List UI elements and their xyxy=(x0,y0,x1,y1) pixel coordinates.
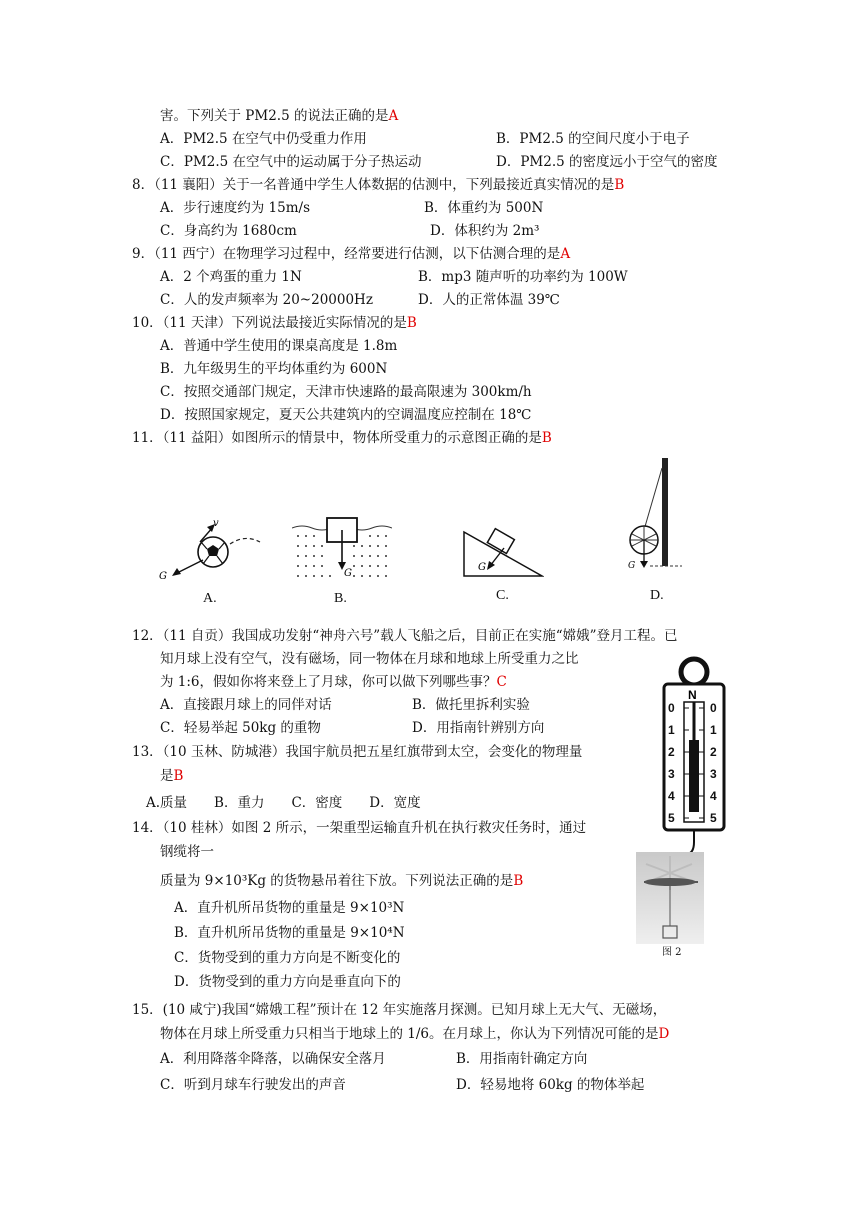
q7-option-a: A．PM2.5 在空气中仍受重力作用 xyxy=(160,131,367,147)
q11-stem: 11．（11 益阳）如图所示的情景中，物体所受重力的示意图正确的是B xyxy=(132,430,552,446)
q14-answer: B xyxy=(513,873,524,889)
figure-c-label: C. xyxy=(496,588,509,603)
figure-b-g-label: G xyxy=(344,568,352,579)
q9-stem: 9．（11 西宁）在物理学习过程中，经常要进行估测，以下估测合理的是A xyxy=(132,246,571,262)
q12-option-c: C．轻易举起 50kg 的重物 xyxy=(160,720,321,736)
figure-a-label: A. xyxy=(203,591,217,606)
q8-answer: B xyxy=(614,177,625,193)
q12-option-b: B．做托里拆利实验 xyxy=(412,697,530,713)
figure-a-v-label: v xyxy=(213,518,219,529)
q14-stem-line1: 14．（10 桂林）如图 2 所示，一架重型运输直升机在执行救灾任务时，通过 xyxy=(132,820,587,836)
q9-option-d: D．人的正常体温 39℃ xyxy=(418,292,560,308)
q9-option-c: C．人的发声频率为 20~20000Hz xyxy=(160,292,373,308)
scale-left-tick-5: 5 xyxy=(668,811,675,825)
scale-left-tick-1: 1 xyxy=(668,723,675,737)
q9-option-b: B．mp3 随声听的功率约为 100W xyxy=(418,269,628,285)
scale-left-tick-3: 3 xyxy=(668,767,675,781)
q15-option-a: A．利用降落伞降落，以确保安全落月 xyxy=(160,1051,386,1067)
q7-option-c: C．PM2.5 在空气中的运动属于分子热运动 xyxy=(160,154,422,170)
scale-left-tick-4: 4 xyxy=(668,789,675,803)
q7-option-d: D．PM2.5 的密度远小于空气的密度 xyxy=(496,154,718,170)
q7-stem: 害。下列关于 PM2.5 的说法正确的是A xyxy=(160,108,399,124)
figure-2-caption: 图 2 xyxy=(662,947,682,958)
q8-option-d: D．体积约为 2m³ xyxy=(430,223,540,239)
scale-right-tick-2: 2 xyxy=(710,745,717,759)
figure-b-block xyxy=(292,514,392,586)
q12-stem-line2: 知月球上没有空气，没有磁场，同一物体在月球和地球上所受重力之比 xyxy=(160,651,579,667)
q14-option-c: C．货物受到的重力方向是不断变化的 xyxy=(174,950,401,966)
figure-a-football xyxy=(155,512,265,587)
q12-stem-line3: 为 1:6，假如你将来登上了月球，你可以做下列哪些事？C xyxy=(160,674,507,690)
figure-d-g-label: G xyxy=(628,561,636,570)
figure-d-label: D. xyxy=(650,588,664,603)
q10-stem: 10．（11 天津）下列说法最接近实际情况的是B xyxy=(132,315,417,331)
q10-option-c: C．按照交通部门规定，天津市快速路的最高限速为 300km/h xyxy=(160,384,532,400)
q8-stem: 8．（11 襄阳）关于一名普通中学生人体数据的估测中，下列最接近真实情况的是B xyxy=(132,177,625,193)
q15-option-b: B．用指南针确定方向 xyxy=(456,1051,588,1067)
figure-c-incline xyxy=(462,520,544,580)
q12-stem-line1: 12．（11 自贡）我国成功发射“神舟六号”载人飞船之后，目前正在实施“嫦娥”登月工程。已 xyxy=(132,628,678,644)
spring-scale-figure xyxy=(656,656,732,858)
q12-option-d: D．用指南针辨别方向 xyxy=(412,720,545,736)
q10-option-a: A．普通中学生使用的课桌高度是 1.8m xyxy=(160,338,398,354)
q14-stem-line3: 质量为 9×10³Kg 的货物悬吊着往下放。下列说法正确的是B xyxy=(160,873,524,889)
q13-answer: B xyxy=(173,768,184,784)
q8-option-c: C．身高约为 1680cm xyxy=(160,223,297,239)
figure-b-label: B. xyxy=(334,591,347,606)
q9-option-a: A．2 个鸡蛋的重力 1N xyxy=(160,269,302,285)
scale-right-tick-5: 5 xyxy=(710,811,717,825)
q12-answer: C xyxy=(496,674,507,690)
q15-answer: D xyxy=(658,1026,670,1042)
q10-answer: B xyxy=(406,315,417,331)
helicopter-photo xyxy=(636,852,704,944)
q14-option-d: D．货物受到的重力方向是垂直向下的 xyxy=(174,974,401,990)
scale-right-tick-0: 0 xyxy=(710,701,717,715)
q10-option-b: B．九年级男生的平均体重约为 600N xyxy=(160,361,388,377)
q7-answer: A xyxy=(388,108,399,124)
q8-option-a: A．步行速度约为 15m/s xyxy=(160,200,310,216)
q10-option-d: D．按照国家规定，夏天公共建筑内的空调温度应控制在 18℃ xyxy=(160,407,532,423)
scale-right-tick-4: 4 xyxy=(710,789,717,803)
figure-d-net-ball xyxy=(622,458,686,570)
scale-left-tick-2: 2 xyxy=(668,745,675,759)
scale-right-tick-3: 3 xyxy=(710,767,717,781)
q15-stem-line2: 物体在月球上所受重力只相当于地球上的 1/6。在月球上，你认为下列情况可能的是D xyxy=(160,1026,670,1042)
q14-option-b: B．直升机所吊货物的重量是 9×10⁴N xyxy=(174,925,405,941)
q8-option-b: B．体重约为 500N xyxy=(424,200,544,216)
q9-answer: A xyxy=(560,246,571,262)
spring-scale-unit: N xyxy=(688,688,697,702)
q11-answer: B xyxy=(541,430,552,446)
q13-stem-line2: 是B xyxy=(160,768,184,784)
q7-option-b: B．PM2.5 的空间尺度小于电子 xyxy=(496,131,690,147)
figure-a-g-label: G xyxy=(159,571,167,582)
q13-options: A.质量 B．重力 C．密度 D．宽度 xyxy=(146,795,421,811)
q12-option-a: A．直接跟月球上的同伴对话 xyxy=(160,697,332,713)
q13-stem-line1: 13．（10 玉林、防城港）我国宇航员把五星红旗带到太空，会变化的物理量 xyxy=(132,744,583,760)
q15-option-d: D．轻易地将 60kg 的物体举起 xyxy=(456,1077,645,1093)
scale-right-tick-1: 1 xyxy=(710,723,717,737)
q15-stem-line1: 15．(10 咸宁)我国“嫦娥工程”预计在 12 年实施落月探测。已知月球上无大气、无磁场， xyxy=(132,1002,667,1018)
figure-c-g-label: G xyxy=(478,562,486,573)
q15-option-c: C．听到月球车行驶发出的声音 xyxy=(160,1077,346,1093)
q14-option-a: A．直升机所吊货物的重量是 9×10³N xyxy=(174,900,405,916)
q14-stem-line2: 钢缆将一 xyxy=(160,844,214,860)
scale-left-tick-0: 0 xyxy=(668,701,675,715)
